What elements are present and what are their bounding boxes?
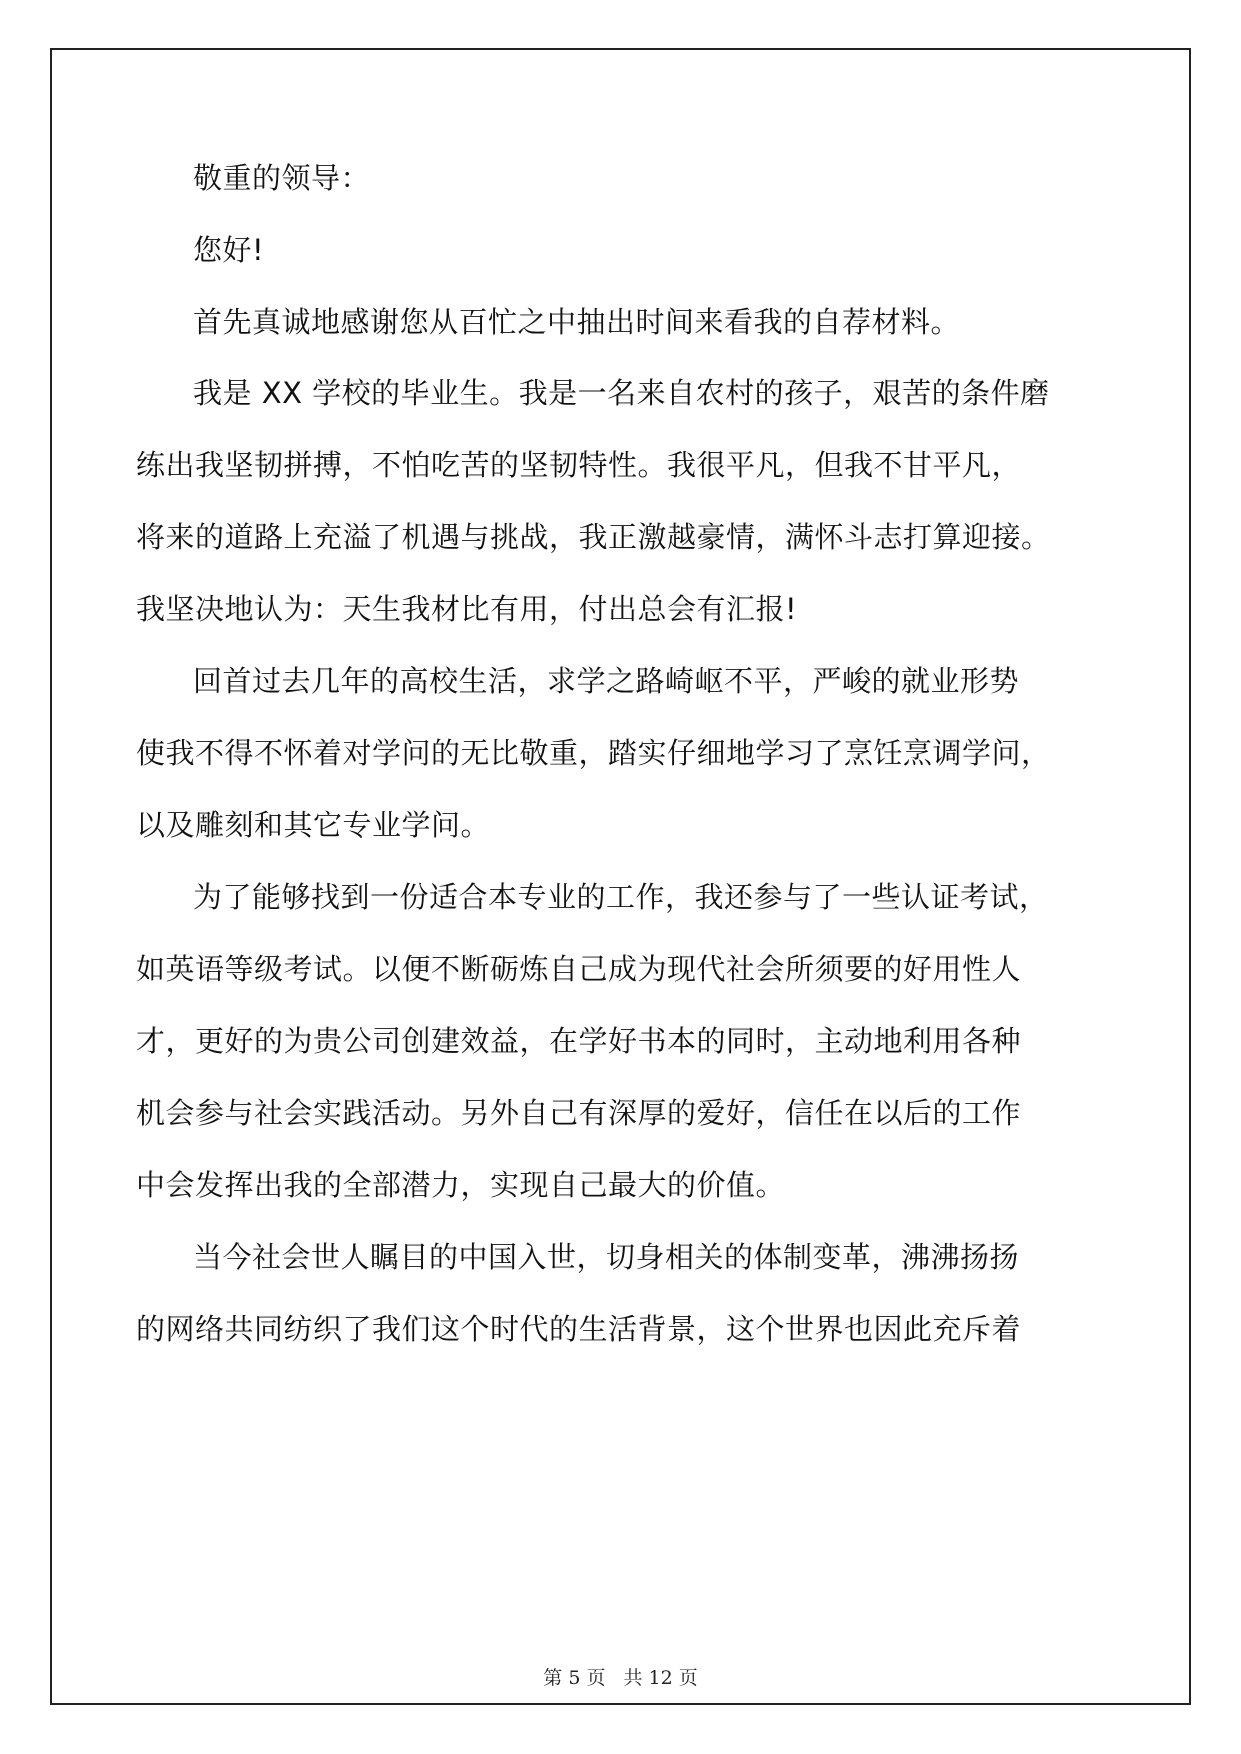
paragraph-line: 我是 XX 学校的毕业生。我是一名来自农村的孩子，艰苦的条件磨	[193, 376, 1050, 410]
page-number: 第 5 页	[543, 1667, 606, 1689]
paragraph-line: 中会发挥出我的全部潜力，实现自己最大的价值。	[136, 1168, 786, 1202]
paragraph-line: 回首过去几年的高校生活，求学之路崎岖不平，严峻的就业形势	[193, 664, 1020, 698]
page-footer	[0, 1666, 1241, 1690]
paragraph-line: 如英语等级考试。以便不断砺炼自己成为现代社会所须要的好用性人	[136, 952, 1022, 986]
paragraph-line: 我坚决地认为：天生我材比有用，付出总会有汇报!	[136, 592, 798, 626]
greeting: 您好!	[193, 233, 265, 267]
paragraph-line: 首先真诚地感谢您从百忙之中抽出时间来看我的自荐材料。	[193, 305, 961, 339]
paragraph-line: 机会参与社会实践活动。另外自己有深厚的爱好，信任在以后的工作	[136, 1096, 1022, 1130]
paragraph-line: 以及雕刻和其它专业学问。	[136, 808, 491, 842]
paragraph-line: 的网络共同纺织了我们这个时代的生活背景，这个世界也因此充斥着	[136, 1312, 1022, 1346]
paragraph-line: 练出我坚韧拼搏，不怕吃苦的坚韧特性。我很平凡，但我不甘平凡，	[136, 448, 1022, 482]
paragraph-line: 才，更好的为贵公司创建效益，在学好书本的同时，主动地利用各种	[136, 1024, 1022, 1058]
paragraph-line: 使我不得不怀着对学问的无比敬重，踏实仔细地学习了烹饪烹调学问，	[136, 736, 1051, 770]
paragraph-line: 为了能够找到一份适合本专业的工作，我还参与了一些认证考试，	[193, 880, 1049, 914]
page-total: 共 12 页	[623, 1667, 698, 1689]
paragraph-line: 将来的道路上充溢了机遇与挑战，我正激越豪情，满怀斗志打算迎接。	[136, 520, 1051, 554]
paragraph-line: 当今社会世人瞩目的中国入世，切身相关的体制变革，沸沸扬扬	[193, 1240, 1020, 1274]
salutation: 敬重的领导：	[193, 161, 371, 195]
